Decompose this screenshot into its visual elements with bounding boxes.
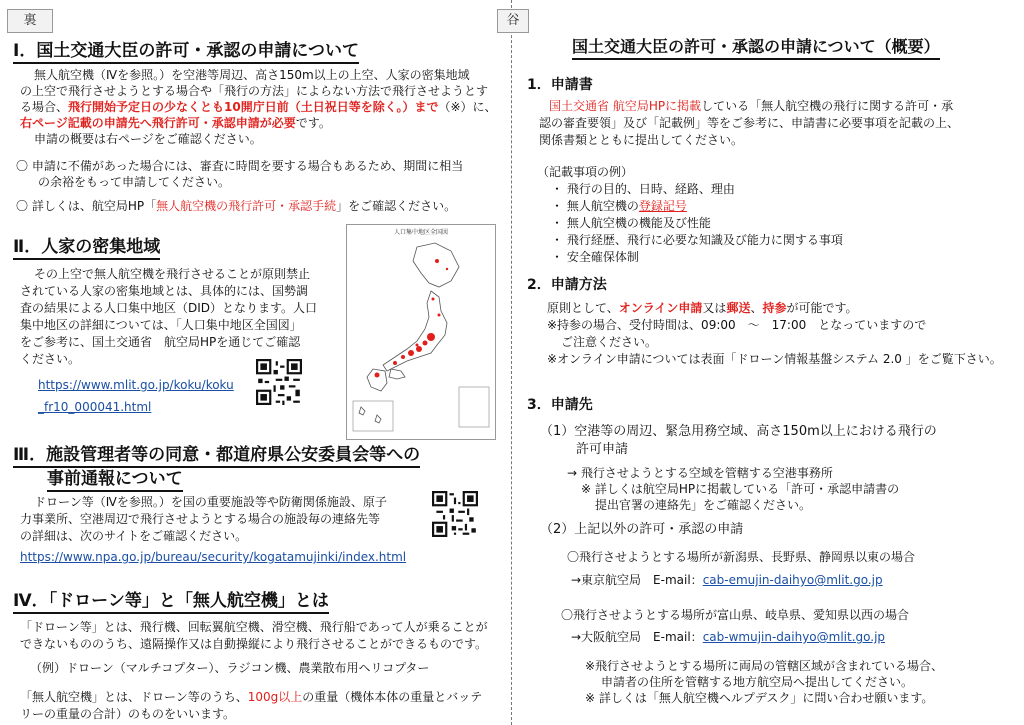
qr-code-npa: [432, 491, 478, 537]
section-4-title: Ⅳ．「ドローン等」と「無人航空機」とは: [13, 590, 329, 614]
section-4-body: 「ドローン等」とは、飛行機、回転翼航空機、滑空機、飛行船であって人が乗ることが できないもののうち、遠隔操作又は自動操縦により飛行させることができるものです。 （例）ドローン（マルチコプター）、ラジコン機、農業散布用ヘリコプター 「無人航空機」とは、ドローン等のうち、100g以上の重量（機体本体の重量とバッテ リーの重量の合計）のものをいいます。: [20, 620, 488, 721]
r-section-3-heading: 3．申請先: [527, 397, 593, 413]
osaka-email-link[interactable]: cab-wmujin-daihyo@mlit.go.jp: [702, 630, 886, 644]
qr-code-did: [256, 359, 302, 405]
osaka-contact: →大阪航空局 E-mail：cab-wmujin-daihyo@mlit.go.jp: [571, 630, 886, 644]
section-1-title: Ⅰ．国土交通大臣の許可・承認の申請について: [13, 40, 359, 64]
section-2-body: その上空で無人航空機を飛行させることが原則禁止 されている人家の密集地域とは、具体的には、国勢調 査の結果による人口集中地区（DID）となります。人口 集中地区の詳細については、「人口集中地区全国図」 をご参考に、国土交通省 航空局HPを通じてご確認 ください。: [20, 267, 318, 366]
section-1-note-1: 〇 申請に不備があった場合には、審査に時間を要する場合もあるため、期間に相当 の余裕をもって申請してください。: [16, 159, 464, 189]
japan-map-graphic: [347, 237, 495, 437]
map-title: 人口集中地区全国図: [393, 229, 448, 236]
did-link[interactable]: https://www.mlit.go.jp/koku/koku _fr10_000041.html: [38, 378, 234, 414]
tokyo-contact: →東京航空局 E-mail：cab-emujin-daihyo@mlit.go.jp: [571, 573, 883, 587]
section-2-title: Ⅱ．人家の密集地域: [13, 236, 160, 260]
section-1-note-2: 〇 詳しくは、航空局HP「無人航空機の飛行許可・承認手続」をご確認ください。: [16, 199, 457, 213]
right-page-tag: 谷: [497, 9, 529, 33]
r-section-3-part-1: （1）空港等の周辺、緊急用務空域、高さ150m以上における飛行の 許可申請: [540, 424, 937, 457]
osaka-area-line: 〇飛行させようとする場所が富山県、岐阜県、愛知県以西の場合: [561, 608, 910, 622]
left-page-tag: 裏: [7, 9, 53, 33]
center-divider: [511, 0, 512, 725]
did-map-japan: [346, 224, 496, 440]
r-section-3-notes: ※飛行させようとする場所に両局の管轄区域が含まれている場合、 申請者の住所を管轄する地方航空局へ提出してください。 ※ 詳しくは「無人航空機ヘルプデスク」に問い合わせ願います。: [585, 659, 944, 705]
r-section-3-part-1-detail: → 飛行させようとする空域を管轄する空港事務所 ※ 詳しくは航空局HPに掲載している「許可・承認申請書の 提出官署の連絡先」をご確認ください。: [567, 466, 900, 512]
tokyo-area-line: 〇飛行させようとする場所が新潟県、長野県、静岡県以東の場合: [567, 550, 916, 564]
section-3-body: ドローン等（Ⅳを参照。）を国の重要施設等や防衛関係施設、原子 力事業所、空港周辺で飛行させようとする場合の施設毎の連絡先等 の詳細は、次のサイトをご確認ください。: [20, 495, 387, 543]
section-3-title-line2: 事前通報について: [47, 468, 183, 492]
r-section-2-heading: 2．申請方法: [527, 277, 607, 293]
r-section-1-body: 国土交通省 航空局HPに掲載している「無人航空機の飛行に関する許可・承 認の審査要領」及び「記載例」等をご参考に、申請書に必要事項を記載の上、 関係書類とともに提出してください。: [539, 99, 960, 147]
right-title: 国土交通大臣の許可・承認の申請について（概要）: [572, 36, 940, 60]
tokyo-email-link[interactable]: cab-emujin-daihyo@mlit.go.jp: [702, 573, 883, 587]
section-1-body: 無人航空機（Ⅳを参照。）を空港等周辺、高さ150m以上の上空、人家の密集地域 の上空で飛行させようとする場合や「飛行の方法」によらない方法で飛行させようとす る場合、飛行開始予定日の少なくとも10開庁日前（土日祝日等を除く。）まで（※）に、 右ページ記載の申請先へ飛行許可・承認申請が必要です。 申請の概要は右ページをご確認ください。: [20, 68, 497, 146]
npa-link[interactable]: https://www.npa.go.jp/bureau/security/kogatamujinki/index.html: [20, 550, 407, 564]
r-section-1-heading: 1．申請書: [527, 77, 593, 93]
r-section-2-body: 原則として、オンライン申請又は郵送、持参が可能です。 ※持参の場合、受付時間は、09:00 ～ 17:00 となっていますので ご注意ください。 ※オンライン申請については表面「ドローン情報基盤システム 2.0 」をご覧下さい。: [547, 301, 1002, 366]
r-section-3-part-2: （2）上記以外の許可・承認の申請: [540, 522, 744, 537]
r-section-1-list: （記載事項の例） ・ 飛行の目的、日時、経路、理由 ・ 無人航空機の登録記号 ・ 無人航空機の機能及び性能 ・ 飛行経歴、飛行に必要な知識及び能力に関する事項 ・ 安全確保体制: [537, 165, 843, 264]
section-3-title: Ⅲ．施設管理者等の同意・都道府県公安委員会等への: [13, 444, 420, 468]
